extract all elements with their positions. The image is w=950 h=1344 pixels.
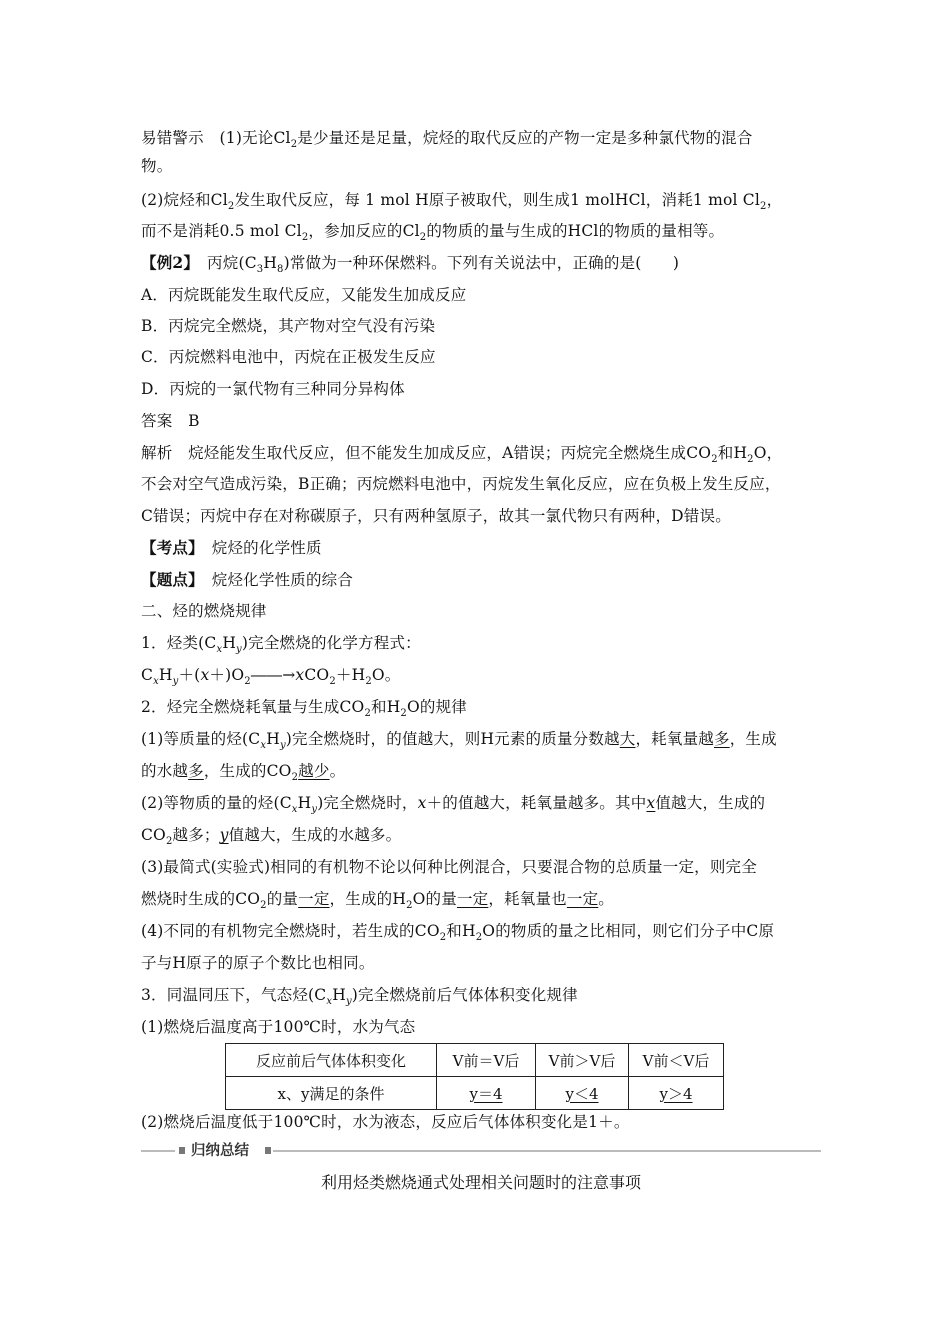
option-c: C．丙烷燃料电池中，丙烷在正极发生反应 <box>141 348 436 366</box>
point-3: 3．同温同压下，气态烃$(C_xH_y)$完全燃烧前后气体体积变化规律 <box>141 986 578 1008</box>
table-header-cell: V前＝V后 <box>437 1044 536 1077</box>
banner-marker-left <box>179 1147 185 1154</box>
table-cell: y＝4 <box>437 1077 536 1110</box>
table-row <box>226 1044 724 1077</box>
warning-line-3: (2)烷烃和$Cl_2$发生取代反应，每 1 mol H原子被取代，则生成1 molHCl，消耗1 mol $Cl_2$， <box>141 191 783 213</box>
warning-line-1: 易错警示 (1)无论$Cl_2$是少量还是足量，烷烃的取代反应的产物一定是多种氯代物的混合 <box>141 129 753 151</box>
summary-banner <box>141 1137 821 1163</box>
rule-4-line-2: 子与H原子的原子个数比也相同。 <box>141 954 375 972</box>
example-tag: 【例2】 <box>141 253 192 272</box>
case-1: (1)燃烧后温度高于100℃时，水为气态 <box>141 1018 416 1036</box>
case-2: (2)燃烧后温度低于100℃时，水为液态，反应后气体体积变化是1＋。 <box>141 1113 630 1131</box>
point-1: 1．烃类$(C_xH_y)$完全燃烧的化学方程式： <box>141 634 421 656</box>
table-header-cell: V前＞V后 <box>536 1044 629 1077</box>
banner-rule-left <box>141 1150 175 1152</box>
point-2: 2．烃完全燃烧耗氧量与生成$CO_2$和$H_2O$的规律 <box>141 698 467 720</box>
table-header-cell: 反应前后气体体积变化 <box>226 1044 437 1077</box>
warning-line-2: 物。 <box>141 157 173 175</box>
table-header-cell: V前＜V后 <box>629 1044 724 1077</box>
analysis-line-1: 解析 烷烃能发生取代反应，但不能发生加成反应，A错误；丙烷完全燃烧生成$CO_2$和$H_2O$， <box>141 444 783 466</box>
combustion-equation: $C_xH_y+(x+)O_2――\to xCO_2+H_2O$。 <box>141 666 401 688</box>
table-cell: x、y满足的条件 <box>226 1077 437 1110</box>
table-row <box>226 1077 724 1110</box>
banner-marker-right <box>265 1147 271 1154</box>
analysis-line-2: 不会对空气造成污染，B正确；丙烷燃料电池中，丙烷发生氧化反应，应在负极上发生反应， <box>141 475 781 493</box>
answer-line <box>141 410 821 432</box>
option-d: D．丙烷的一氯代物有三种同分异构体 <box>141 380 405 398</box>
warning-line-4: 而不是消耗0.5 mol $Cl_2$，参加反应的$Cl_2$的物质的量与生成的HCl的物质的量相等。 <box>141 222 725 244</box>
section-heading: 二、烃的燃烧规律 <box>141 602 267 620</box>
analysis-line-3: C错误；丙烷中存在对称碳原子，只有两种氢原子，故其一氯代物只有两种，D错误。 <box>141 507 731 525</box>
volume-change-table <box>225 1043 724 1110</box>
table-cell: y＜4 <box>536 1077 629 1110</box>
answer-value: B <box>188 412 200 430</box>
kaodian-label: 【考点】 <box>141 538 197 557</box>
table-cell: y＞4 <box>629 1077 724 1110</box>
rule-2-line-2: $CO_2$越多；y值越大，生成的水越多。 <box>141 826 402 848</box>
warning-label: 易错警示 <box>141 129 204 147</box>
option-b: B．丙烷完全燃烧，其产物对空气没有污染 <box>141 317 436 335</box>
analysis-label: 解析 <box>141 444 173 462</box>
banner-rule-right <box>273 1150 821 1152</box>
summary-banner-label: 归纳总结 <box>191 1143 249 1159</box>
rule-3-line-2: 燃烧时生成的$CO_2$的量一定，生成的$H_2O$的量一定，耗氧量也一定。 <box>141 890 614 912</box>
rule-3-line-1: (3)最简式(实验式)相同的有机物不论以何种比例混合，只要混合物的总质量一定，则完全 <box>141 858 757 876</box>
answer-label: 答案 <box>141 412 173 430</box>
option-a: A．丙烷既能发生取代反应，又能发生加成反应 <box>141 286 467 304</box>
tidian-line: 【题点】 烷烃化学性质的综合 <box>141 570 354 589</box>
rule-1-line-1: (1)等质量的烃$(C_xH_y)$完全燃烧时，的值越大，则H元素的质量分数越大，耗氧量越多，生成 <box>141 730 777 752</box>
rule-1-line-2: 的水越多，生成的$CO_2$越少。 <box>141 762 346 784</box>
summary-title: 利用烃类燃烧通式处理相关问题时的注意事项 <box>320 1173 641 1192</box>
example-stem: 【例2】 丙烷$(C_3H_8)$常做为一种环保燃料。下列有关说法中，正确的是( ) <box>141 253 680 276</box>
rule-2-line-1: (2)等物质的量的烃$(C_xH_y)$完全燃烧时，x＋的值越大，耗氧量越多。其中x值越大，生成的 <box>141 794 766 816</box>
rule-4-line-1: (4)不同的有机物完全燃烧时，若生成的$CO_2$和$H_2O$的物质的量之比相同，则它们分子中C原 <box>141 922 775 944</box>
kaodian-line: 【考点】 烷烃的化学性质 <box>141 538 322 557</box>
tidian-label: 【题点】 <box>141 570 197 589</box>
